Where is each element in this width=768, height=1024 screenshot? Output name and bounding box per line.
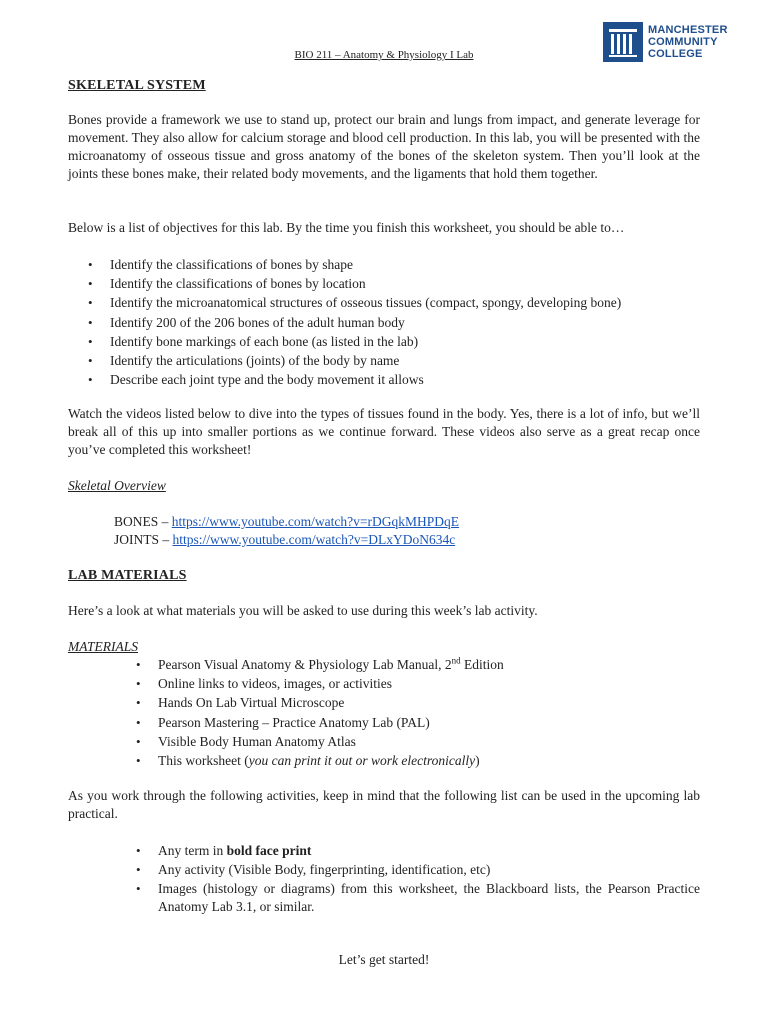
- list-item: • Hands On Lab Virtual Microscope: [136, 694, 504, 712]
- list-item: • Pearson Mastering – Practice Anatomy Lab (PAL): [136, 714, 504, 732]
- link-label: BONES –: [114, 514, 172, 529]
- videos-paragraph: Watch the videos listed below to dive into the types of tissues found in the body. Yes, there is a lot of info, but we’ll break all of this up into smaller portions as we continue forward. These videos also serve as a great recap once you’ve completed this worksheet!: [68, 406, 700, 457]
- link-label: JOINTS –: [114, 532, 173, 547]
- list-item: • Any term in bold face print: [136, 842, 700, 860]
- bones-link-row: [114, 513, 459, 531]
- practical-list: [136, 842, 700, 918]
- list-item: • Identify the classifications of bones by location: [88, 275, 621, 293]
- list-item: • Images (histology or diagrams) from this worksheet, the Blackboard lists, the Pearson Practice Anatomy Lab 3.1, or similar.: [136, 880, 700, 916]
- list-item: • This worksheet (you can print it out or work electronically): [136, 752, 504, 770]
- section-title-materials: LAB MATERIALS: [68, 568, 187, 583]
- bones-video-link[interactable]: https://www.youtube.com/watch?v=rDGqkMHPDqE: [171, 514, 459, 529]
- section-title-skeletal: SKELETAL SYSTEM: [68, 78, 206, 93]
- list-item: • Identify bone markings of each bone (as listed in the lab): [88, 333, 621, 351]
- list-item: • Any activity (Visible Body, fingerprinting, identification, etc): [136, 861, 700, 879]
- overview-label: Skeletal Overview: [68, 478, 166, 493]
- joints-video-link[interactable]: https://www.youtube.com/watch?v=DLxYDoN634c: [172, 532, 456, 547]
- objectives-intro: Below is a list of objectives for this lab. By the time you finish this worksheet, you should be able to…: [68, 220, 625, 235]
- materials-list: [136, 656, 504, 771]
- list-item: • Identify the microanatomical structures of osseous tissues (compact, spongy, developing bone): [88, 294, 621, 312]
- intro-paragraph: Bones provide a framework we use to stand up, protect our brain and lungs from impact, and generate leverage for movement. They also allow for calcium storage and blood cell production. In this lab, you will be presented with the microanatomy of osseous tissue and gross anatomy of the bones of the skeleton system. Then you’ll look at the joints these bones make, their related body movements, and the ligaments that hold them together.: [68, 112, 700, 181]
- logo-text: MANCHESTER COMMUNITY COLLEGE: [648, 24, 728, 60]
- materials-intro: Here’s a look at what materials you will be asked to use during this week’s lab activity.: [68, 603, 538, 618]
- closing-line: Let’s get started!: [338, 952, 430, 967]
- list-item: • Identify the classifications of bones by shape: [88, 256, 621, 274]
- list-item: • Online links to videos, images, or activities: [136, 675, 504, 693]
- list-item: • Pearson Visual Anatomy & Physiology Lab Manual, 2nd Edition: [136, 656, 504, 674]
- list-item: • Describe each joint type and the body movement it allows: [88, 371, 621, 389]
- list-item: • Visible Body Human Anatomy Atlas: [136, 733, 504, 751]
- practical-intro: As you work through the following activities, keep in mind that the following list can be used in the upcoming lab practical.: [68, 788, 700, 821]
- materials-label: MATERIALS: [68, 639, 138, 654]
- objectives-list: [88, 256, 621, 390]
- list-item: • Identify the articulations (joints) of the body by name: [88, 352, 621, 370]
- joints-link-row: [114, 531, 455, 549]
- course-header: BIO 211 – Anatomy & Physiology I Lab: [294, 49, 474, 61]
- list-item: • Identify 200 of the 206 bones of the adult human body: [88, 314, 621, 332]
